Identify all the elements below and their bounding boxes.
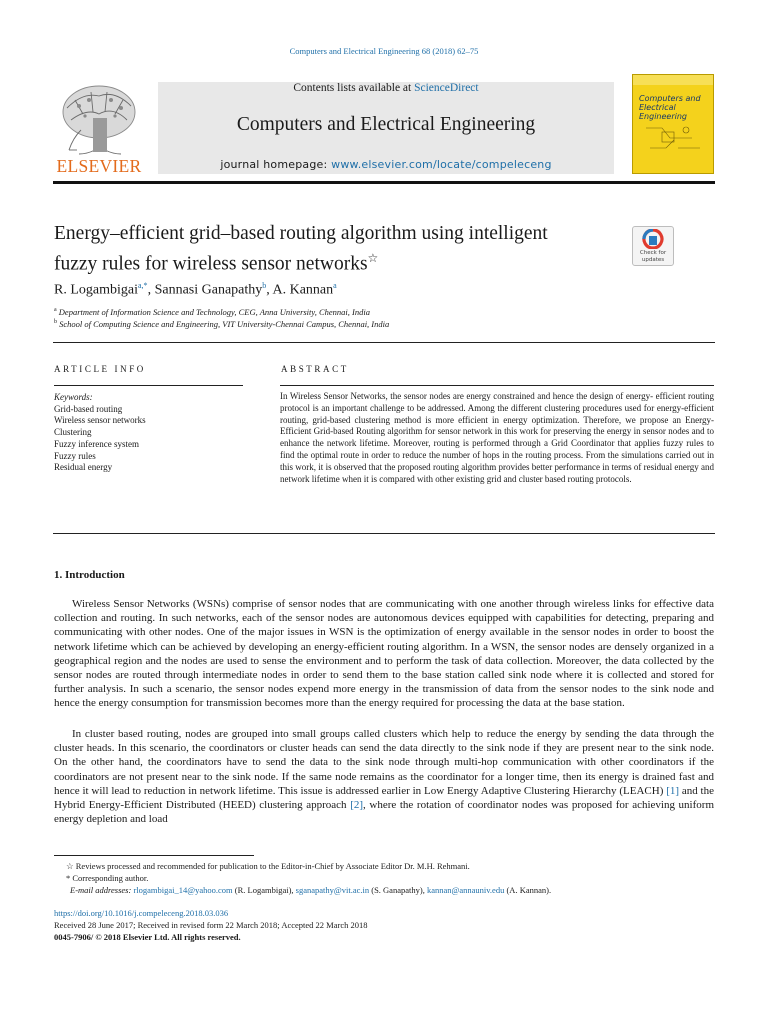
email-owner: (S. Ganapathy), xyxy=(369,885,427,895)
intro-paragraph-1 xyxy=(54,597,714,711)
footnote-rule xyxy=(54,855,254,856)
doi-link[interactable]: https://doi.org/10.1016/j.compeleceng.2018.03.036 xyxy=(54,908,229,918)
homepage-link[interactable]: www.elsevier.com/locate/compeleceng xyxy=(331,158,552,171)
author-affiliation-mark[interactable]: a xyxy=(333,281,337,290)
section-heading-introduction: 1. Introduction xyxy=(54,569,125,581)
contents-availability xyxy=(158,82,614,94)
author-list: R. Logambigai$^{a,*}$, Sannasi Ganapathy$^b$, A. Kannan$^a$ xyxy=(54,281,337,298)
copyright-line: 0045-7906/ © 2018 Elsevier Ltd. All rights reserved. xyxy=(54,932,241,942)
journal-reference[interactable]: Computers and Electrical Engineering 68 (2018) 62–75 xyxy=(289,46,479,56)
author-name: Sannasi Ganapathy xyxy=(154,282,263,298)
author-name: A. Kannan xyxy=(272,282,334,298)
paper-title xyxy=(54,222,614,277)
title-footnote-star[interactable]: ☆ xyxy=(367,251,379,265)
keyword: Wireless sensor networks xyxy=(54,415,146,426)
email-link[interactable]: sganapathy@vit.ac.in xyxy=(295,885,370,895)
cover-title: Computers and Electrical Engineering xyxy=(639,94,701,121)
journal-homepage xyxy=(158,158,614,171)
abstract-rule xyxy=(280,385,714,386)
email-link[interactable]: kannan@annauniv.edu xyxy=(426,885,505,895)
sciencedirect-link[interactable]: ScienceDirect xyxy=(414,82,479,94)
cover-top-strip xyxy=(633,75,713,85)
paragraph-text xyxy=(54,727,714,826)
contents-prefix: Contents lists available at xyxy=(293,82,415,94)
asterisk-icon: * xyxy=(66,873,71,883)
affiliation-a xyxy=(54,307,370,317)
keyword: Clustering xyxy=(54,427,92,438)
affiliation-mark: a xyxy=(54,307,57,314)
title-line-2: fuzzy rules for wireless sensor networks xyxy=(54,253,368,275)
affiliation-mark: b xyxy=(54,319,57,326)
author-affiliation-mark[interactable]: b xyxy=(262,281,267,290)
received-dates: Received 28 June 2017; Received in revised form 22 March 2018; Accepted 22 March 2018 xyxy=(54,920,368,930)
homepage-prefix: journal homepage: xyxy=(220,158,332,171)
abstract-heading: ABSTRACT xyxy=(281,364,349,374)
footnote-corresponding xyxy=(66,873,148,883)
paragraph-span: In cluster based routing, nodes are grouped into small groups called clusters which help to reduce the energy by sending the data through the cluster heads. In this scenario, the coordinators or cluster heads can send the data directly to the sink node if they are present near to the sink node. On the other hand, the coordinators have to send the data to the sink node through multi-hop communication with other coordinators if the coordinators are not present near to the sink node. If the same node remains as the coordinator for a longer time, then its energy is drained fast and hence it will lead to reduction in network lifetime. This issue is addressed earlier in Low Energy Adaptive Clustering Hierarchy (LEACH) xyxy=(54,728,714,797)
cover-circuit-graphic xyxy=(642,118,704,164)
email-link[interactable]: rlogambigai_14@yahoo.com xyxy=(133,885,233,895)
keyword: Residual energy xyxy=(54,462,113,473)
footnote-star-mark: ☆ xyxy=(66,861,74,871)
paragraph-span: , where the rotation of coordinator nodes was proposed for achieving uniform energy depletion and load xyxy=(54,799,714,826)
journal-name: Computers and Electrical Engineering xyxy=(236,114,536,135)
author-name: R. Logambigai xyxy=(54,282,138,298)
email-owner: (R. Logambigai), xyxy=(232,885,296,895)
abstract-text: In Wireless Sensor Networks, the sensor nodes are energy constrained and hence the design of energy- efficient routing protocol is an important challenge to be addressed. Among the different clustering procedures used for energy-efficient routing, grid-based clustering method is more efficient in energy optimization. Therefore, we propose an Energy-Efficient Grid-based Routing algorithm for sensor network in this work for preserving the energy in sensor nodes and to enhance the network lifetime. Moreover, routing is performed through a Grid Coordinator that applies fuzzy rules to find the optimal route in order to reduce the number of hops in the routing process. From the simulations carried out in this work, it is observed that the proposed routing algorithm provides better performance in terms of residual energy and network lifetime when it is compared with other existing grid and cluster based routing protocols. xyxy=(280,391,714,484)
footnote-star xyxy=(66,861,470,872)
article-info-heading: ARTICLE INFO xyxy=(54,364,146,374)
author-affiliation-mark[interactable]: a,* xyxy=(138,281,148,290)
affiliation-text: School of Computing Science and Engineering, VIT University-Chennai Campus, Chennai, India xyxy=(59,319,390,329)
header-divider xyxy=(53,181,715,184)
paragraph-span: and the Hybrid Energy-Efficient Distributed (HEED) clustering approach xyxy=(54,784,714,812)
affiliation-b xyxy=(54,319,389,329)
footnote-text: Reviews processed and recommended for publication to the Editor-in-Chief by Associate Editor Dr. M.H. Rehmani. xyxy=(75,861,470,871)
paragraph-text: Wireless Sensor Networks (WSNs) comprise of sensor nodes that are communicating with one another through wireless links for effective data collection and routing. In such networks, each of the sensor nodes are autonomous devices equipped with capabilities for detecting, preparing and communicating with other nodes. One of the major issues in WSN is the optimization of energy available in the sensor nodes in order to boost the network lifetime which can be achieved by developing an energy-efficient routing algorithm. In a WSN, the sensor nodes are densely organized in a geographical region and the nodes are used to sense the environment and to perform the task of data collection. Moreover, the data collected by the sensor nodes are routed through intermediate nodes in order to send them to the base station called sink node where it is collected and stored for further analysis. In such a scenario, the sensor nodes expend more energy in the transmission of data from the sensor nodes to the sink node and hence the energy consumption for transmission becomes more than the energy required for processing the data at the base station. xyxy=(54,598,714,710)
footnote-text: Corresponding author. xyxy=(72,873,149,883)
footnote-emails xyxy=(70,885,551,895)
publisher-wordmark: ELSEVIER xyxy=(56,156,142,176)
intro-paragraph-2 xyxy=(54,727,714,826)
keyword: Fuzzy inference system xyxy=(54,438,139,449)
citation-link[interactable]: [1] xyxy=(666,784,680,797)
keywords-label: Keywords: xyxy=(54,392,93,402)
title-divider xyxy=(53,342,715,343)
keyword: Fuzzy rules xyxy=(54,450,96,461)
check-updates-icon xyxy=(642,229,664,249)
affiliation-text: Department of Information Science and Technology, CEG, Anna University, Chennai, India xyxy=(58,307,370,317)
email-owner: (A. Kannan). xyxy=(504,885,552,895)
citation-link[interactable]: [2] xyxy=(350,799,364,812)
check-updates-label: Check for updates xyxy=(639,250,667,263)
email-label: E-mail addresses: xyxy=(70,885,132,895)
keyword: Grid-based routing xyxy=(54,403,123,414)
title-line-1: Energy–efficient grid–based routing algorithm using intelligent xyxy=(54,223,548,244)
abstract-bottom-rule xyxy=(53,533,715,534)
keywords-block xyxy=(54,392,244,474)
article-info-rule xyxy=(54,385,243,386)
